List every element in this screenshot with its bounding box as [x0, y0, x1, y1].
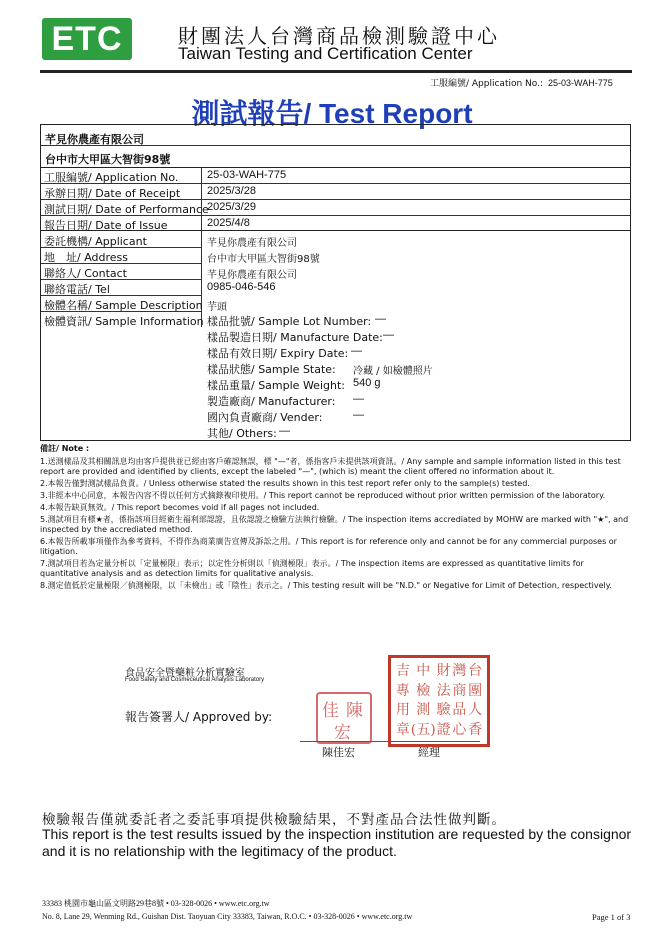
seal-glyph: 宏	[334, 723, 351, 743]
date-label: 報告日期/ Date of Issue	[44, 219, 168, 232]
info-label: 聯絡電話/ Tel	[44, 283, 110, 296]
seal-glyph: 中	[416, 663, 431, 679]
info-box	[40, 230, 631, 441]
org-name-en: Taiwan Testing and Certification Center	[178, 44, 473, 63]
seal-glyph: 香	[468, 721, 483, 738]
lab-name-en: Food Safety and Cosmeceutical Analysis Laboratory	[125, 677, 265, 683]
sample-info-value: —	[353, 409, 364, 421]
info-label: 委託機構/ Applicant	[44, 235, 147, 248]
info-value: 0985-046-546	[207, 281, 276, 293]
page-number: Page 1 of 3	[592, 912, 631, 922]
etc-logo: ETC	[42, 18, 132, 60]
notes	[40, 444, 632, 593]
sample-info-label: 樣品有效日期/ Expiry Date:	[207, 347, 349, 360]
info-label: 聯絡人/ Contact	[44, 267, 127, 280]
date-label: 承辦日期/ Date of Receipt	[44, 187, 181, 200]
sample-info-label: 樣品批號/ Sample Lot Number:	[207, 315, 372, 328]
note-item: 1.送測樣品及其相關訊息均由客戶提供並已經由客戶確認無誤，標 "—"者，係指客戶未提供該項資訊。/ Any sample and sample information listed in this test report are provided and identified by clients, except the labeled "—", (which is) meant the client offered no information about it.	[40, 457, 621, 476]
footer-address-zh: 33383 桃園市龜山區文明路29巷8號 • 03-328-0026 • www.etc.org.tw	[42, 899, 270, 908]
seal-glyph: 章	[395, 721, 410, 738]
sample-info-label: 其他/ Others:	[207, 427, 277, 440]
sample-info-value: 540 g	[353, 377, 381, 389]
seal-glyph: 人	[468, 702, 483, 718]
application-no-header	[430, 76, 613, 89]
seal-glyph: 佳	[322, 701, 339, 721]
seal-glyph: 專	[395, 682, 410, 699]
sample-info-label: 樣品重量/ Sample Weight:	[207, 379, 345, 392]
info-label: 檢體資訊/ Sample Information	[44, 315, 204, 328]
sample-info-value: —	[383, 329, 394, 341]
seal-glyph: 商	[452, 682, 467, 699]
signature-line	[300, 741, 480, 742]
report-title: 測試報告/ Test Report	[191, 98, 473, 129]
info-value: 芋頭	[207, 302, 227, 313]
date-value: 2025/3/28	[207, 185, 256, 197]
note-item: 6.本報告所載事項僅作為參考資料，不得作為商業廣告宣傳及訴訟之用。/ This report is for reference only and cannot be for any commercial purposes or litigation.	[40, 537, 617, 556]
seal-glyph: 吉	[395, 663, 410, 679]
note-item: 5.測試項目有標★者，係指該項目經衛生福利部認證，且依認證之檢驗方法執行檢驗。/ The inspection items accrediated by MOHW are marked with "★", and inspected by the accrediated method.	[40, 515, 629, 534]
sample-info-value: —	[279, 425, 290, 437]
client-name: 芊見你農產有限公司	[45, 133, 144, 146]
seal-glyph: 法	[436, 682, 451, 699]
date-value: 25-03-WAH-775	[207, 169, 287, 181]
approved-by-label: 報告簽署人/ Approved by:	[125, 710, 273, 724]
header-divider	[40, 70, 632, 73]
sample-info-value: —	[375, 313, 386, 325]
signer-name: 陳佳宏	[322, 746, 355, 759]
note-item: 7.測試項目若為定量分析以「定量極限」表示；以定性分析則以「偵測極限」表示。/ The inspection items are expressed as quantitative limits for quantitative analysis and as detection limits for qualitative analysis.	[40, 559, 584, 578]
disclaimer-en: This report is the test results issued by the inspection institution are requested by the consignor and it is no relationship with the legitimacy of the product.	[42, 826, 632, 859]
date-value: 2025/4/8	[207, 217, 250, 229]
sample-info-label: 製造廠商/ Manufacturer:	[207, 395, 336, 408]
info-label: 檢體名稱/ Sample Description	[44, 299, 203, 312]
divider	[41, 145, 630, 146]
seal-grid	[395, 662, 483, 740]
application-no-value: 25-03-WAH-775	[548, 78, 613, 88]
date-value: 2025/3/29	[207, 201, 256, 213]
footer-address-en: No. 8, Lane 29, Wenming Rd., Guishan Dist. Taoyuan City 33383, Taiwan, R.O.C. • 03-328-0026 • www.etc.org.tw	[42, 912, 413, 921]
seal-glyph: 驗	[436, 702, 451, 718]
sample-info-label: 國內負責廠商/ Vender:	[207, 411, 323, 424]
info-value: 芊見你農產有限公司	[207, 238, 297, 249]
seal-glyph: 檢	[416, 682, 431, 699]
notes-title: 備註/ Note :	[40, 444, 90, 453]
sample-info-label: 樣品製造日期/ Manufacture Date:	[207, 331, 383, 344]
sample-info-label: 樣品狀態/ Sample State:	[207, 363, 336, 376]
note-item: 2.本報告僅對測試樣品負責。/ Unless otherwise stated the results shown in this test report refer only to the sample(s) tested.	[40, 479, 530, 488]
client-address: 台中市大甲區大智街98號	[45, 153, 171, 166]
sample-info-value: —	[351, 345, 362, 357]
personal-seal	[316, 692, 372, 744]
note-item: 3.非經本中心同意，本報告內容不得以任何方式摘錄複印使用。/ This report cannot be reproduced without prior written permission of the laboratory.	[40, 491, 606, 500]
seal-glyph: 心	[452, 721, 467, 738]
seal-glyph: 財	[436, 663, 451, 679]
sample-info-value: —	[353, 393, 364, 405]
dates-box	[40, 167, 631, 231]
note-item: 4.本報告缺頁無效。/ This report becomes void if all pages not included.	[40, 503, 320, 512]
info-label: 地 址/ Address	[44, 251, 129, 264]
info-value: 台中市大甲區大智街98號	[207, 254, 320, 265]
seal-glyph: 證	[436, 721, 451, 738]
signer-role: 經理	[418, 746, 440, 759]
sample-info-value: 冷藏 / 如檢體照片	[353, 366, 433, 377]
note-item: 8.測定值低於定量極限／偵測極限，以「未檢出」或「陰性」表示之。/ This testing result will be "N.D." or Negative for Limit of Detection, respectively.	[40, 581, 612, 590]
seal-glyph: 團	[468, 682, 483, 699]
date-label: 工服編號/ Application No.	[44, 171, 179, 184]
date-label: 測試日期/ Date of Performance	[44, 203, 209, 216]
info-value: 芊見你農產有限公司	[207, 270, 297, 281]
seal-glyph: 灣	[452, 663, 467, 679]
seal-glyph: (五)	[410, 721, 436, 738]
seal-glyph: 品	[452, 702, 467, 718]
application-no-label: 工服編號/ Application No.:	[430, 79, 544, 89]
lab-name-zh: 食品安全暨藥粧分析實驗室	[125, 668, 245, 679]
seal-glyph: 陳	[346, 701, 363, 721]
company-seal	[388, 655, 490, 747]
disclaimer-zh: 檢驗報告僅就委託者之委託事項提供檢驗結果，不對產品合法性做判斷。	[42, 812, 506, 828]
org-name-zh: 財團法人台灣商品檢測驗證中心	[178, 24, 500, 48]
client-box	[40, 124, 631, 168]
seal-glyph: 台	[468, 663, 483, 679]
seal-glyph: 用	[395, 702, 410, 718]
seal-glyph: 測	[416, 702, 431, 718]
